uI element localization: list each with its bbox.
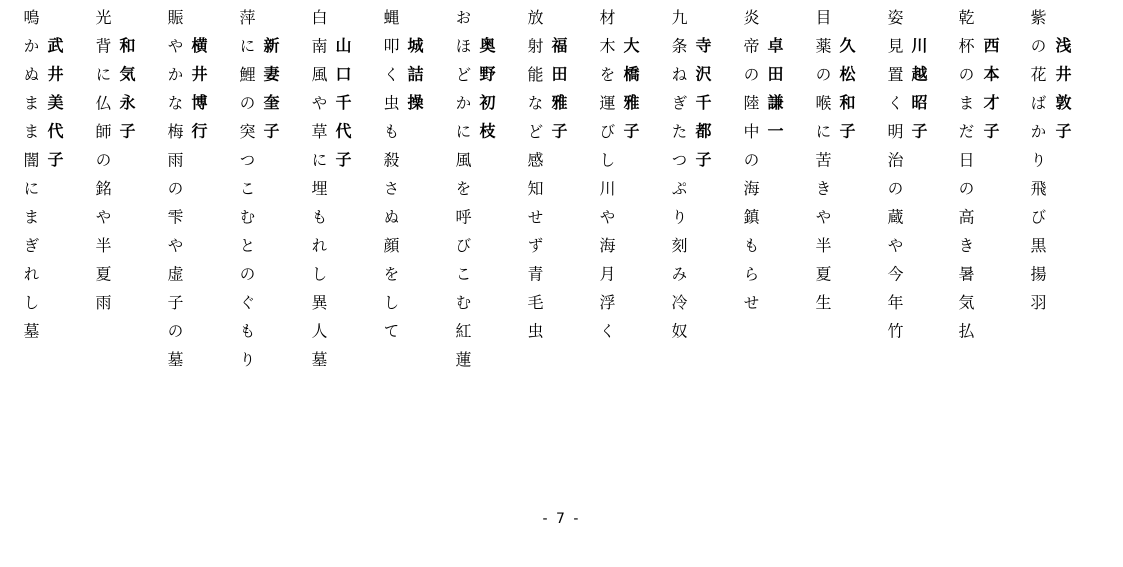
haiku-8-text: 放射能など感知せず青毛虫 (525, 9, 544, 351)
haiku-14-text: 光背に仏師の銘や半夏雨 (93, 9, 112, 323)
haiku-10-text: 蝿叩く虫も殺さぬ顔をして (381, 9, 400, 351)
haiku-13-text: 賑やかな梅雨の雫や虚子の墓 (165, 9, 184, 380)
haiku-12-text: 萍に鯉の突つこむとのぐもり (237, 9, 256, 380)
haiku-2-author: 西本才子 (981, 37, 1000, 151)
haiku-1-author: 浅井敦子 (1053, 37, 1072, 151)
haiku-13-author: 横井博行 (189, 37, 208, 151)
haiku-3-text: 姿見置く明治の蔵や今年竹 (885, 9, 904, 351)
haiku-2-text: 乾杯のまだ日の高き暑気払 (956, 9, 975, 351)
haiku-11-text: 白南風や草に埋もれし異人墓 (309, 9, 328, 380)
haiku-9-author: 奥野初枝 (477, 37, 496, 151)
haiku-6-text: 九条ねぎたつぷり刻み冷奴 (669, 9, 688, 351)
haiku-15-author: 武井美代子 (45, 37, 64, 180)
haiku-4-author: 久松和子 (837, 37, 856, 151)
haiku-3-author: 川越昭子 (909, 37, 928, 151)
haiku-10-author: 城詰操 (405, 37, 424, 123)
haiku-5-author: 卓田謙一 (765, 37, 784, 151)
haiku-9-text: おほどかに風を呼びこむ紅蓮 (453, 9, 472, 380)
haiku-14-author: 和気永子 (117, 37, 136, 151)
haiku-4-text: 目薬の喉に苦きや半夏生 (813, 9, 832, 323)
haiku-6-author: 寺沢千都子 (693, 37, 712, 180)
page-number: - 7 - (542, 511, 581, 527)
haiku-1-text: 紫の花ばかり飛び黒揚羽 (1028, 9, 1047, 323)
haiku-5-text: 炎帝の陸中の海鎮もらせ (741, 9, 760, 323)
haiku-12-author: 新妻奎子 (261, 37, 280, 151)
haiku-15-text: 鳴かぬまま闇にまぎれし墓 (21, 9, 40, 351)
haiku-11-author: 山口千代子 (333, 37, 352, 180)
haiku-8-author: 福田雅子 (549, 37, 568, 151)
haiku-7-author: 大橋雅子 (621, 37, 640, 151)
haiku-7-text: 材木を運びし川や海月浮く (597, 9, 616, 351)
